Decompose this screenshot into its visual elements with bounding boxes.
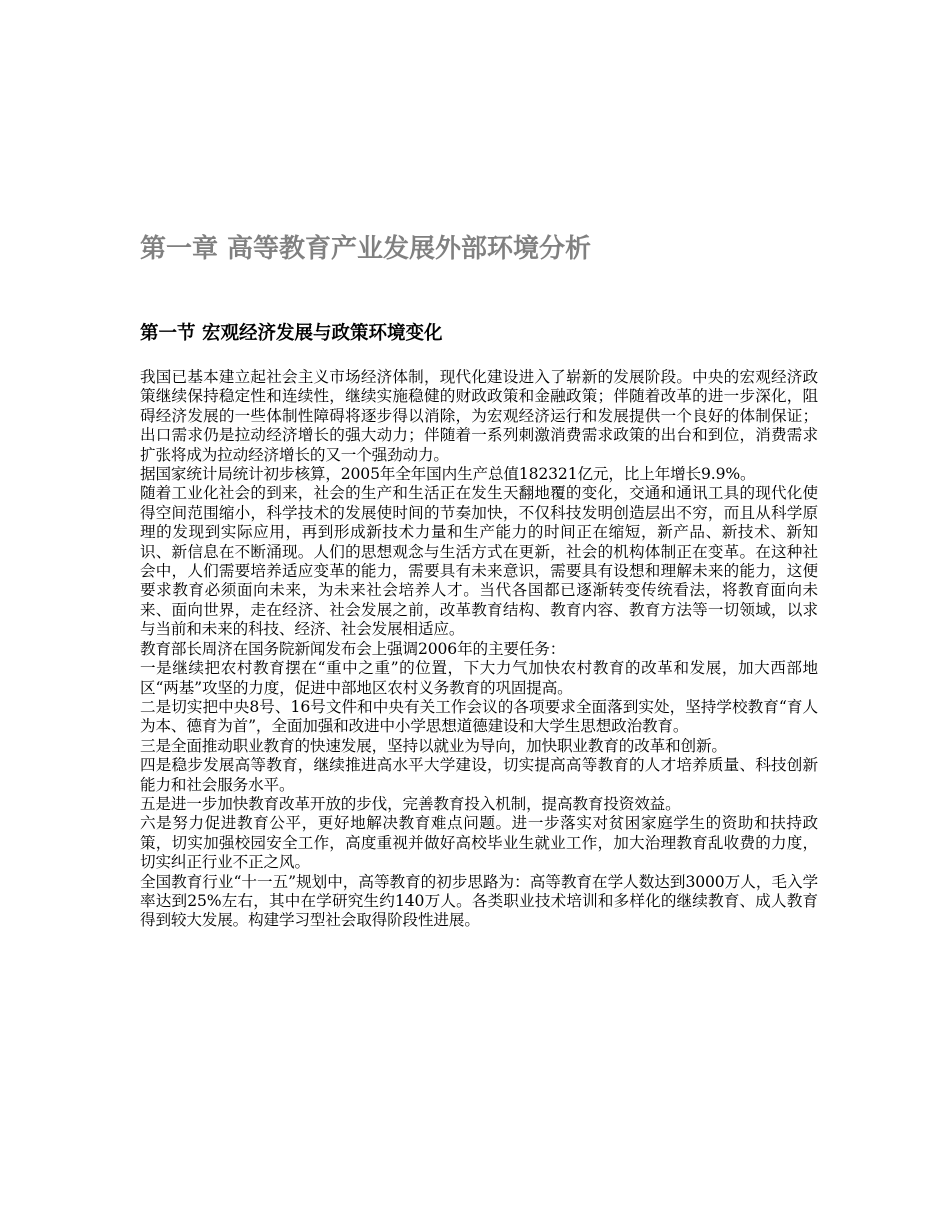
paragraph-task-four: 四是稳步发展高等教育，继续推进高水平大学建设，切实提高高等教育的人才培养质量、科技创新能力和社会服务水平。 xyxy=(140,756,818,794)
paragraph-task-one: 一是继续把农村教育摆在“重中之重”的位置，下大力气加快农村教育的改革和发展，加大西部地区“两基”攻坚的力度，促进中部地区农村义务教育的巩固提高。 xyxy=(140,659,818,697)
section-title: 第一节 宏观经济发展与政策环境变化 xyxy=(140,323,443,344)
paragraph-five-year-plan: 全国教育行业“十一五”规划中，高等教育的初步思路为：高等教育在学人数达到3000万人，毛入学率达到25%左右，其中在学研究生约140万人。各类职业技术培训和多样化的继续教育、成人教育得到较大发展。构建学习型社会取得阶段性进展。 xyxy=(140,872,818,930)
paragraph-minister-tasks-intro: 教育部长周济在国务院新闻发布会上强调2006年的主要任务： xyxy=(140,639,566,658)
paragraph-task-three: 三是全面推动职业教育的快速发展，坚持以就业为导向，加快职业教育的改革和创新。 xyxy=(140,736,727,755)
body-text xyxy=(140,368,818,931)
paragraph-gdp-2005: 据国家统计局统计初步核算，2005年全年国内生产总值182321亿元，比上年增长9.9%。 xyxy=(140,465,756,484)
paragraph-task-five: 五是进一步加快教育改革开放的步伐，完善教育投入机制，提高教育投资效益。 xyxy=(140,794,681,813)
paragraph-macro-economy: 我国已基本建立起社会主义市场经济体制，现代化建设进入了崭新的发展阶段。中央的宏观经济政策继续保持稳定性和连续性，继续实施稳健的财政政策和金融政策；伴随着改革的进一步深化，阻碍经济发展的一些体制性障碍将逐步得以消除，为宏观经济运行和发展提供一个良好的体制保证；出口需求仍是拉动经济增长的强大动力；伴随着一系列刺激消费需求政策的出台和到位，消费需求扩张将成为拉动经济增长的又一个强劲动力。 xyxy=(140,368,818,464)
chapter-title: 第一章 高等教育产业发展外部环境分析 xyxy=(140,234,592,264)
paragraph-task-six: 六是努力促进教育公平，更好地解决教育难点问题。进一步落实对贫困家庭学生的资助和扶持政策，切实加强校园安全工作，高度重视并做好高校毕业生就业工作，加大治理教育乱收费的力度，切实纠正行业不正之风。 xyxy=(140,814,818,872)
paragraph-industrial-society: 随着工业化社会的到来，社会的生产和生活正在发生天翻地覆的变化，交通和通讯工具的现代化使得空间范围缩小，科学技术的发展使时间的节奏加快，不仅科技发明创造层出不穷，而且从科学原理的发现到实际应用，再到形成新技术力量和生产能力的时间正在缩短，新产品、新技术、新知识、新信息在不断涌现。人们的思想观念与生活方式在更新，社会的机构体制正在变革。在这种社会中，人们需要培养适应变革的能力，需要具有未来意识，需要具有设想和理解未来的能力，这便要求教育必须面向未来，为未来社会培养人才。当代各国都已逐渐转变传统看法，将教育面向未来、面向世界，走在经济、社会发展之前，改革教育结构、教育内容、教育方法等一切领域，以求与当前和未来的科技、经济、社会发展相适应。 xyxy=(140,484,818,639)
paragraph-task-two: 二是切实把中央8号、16号文件和中央有关工作会议的各项要求全面落到实处，坚持学校教育“育人为本、德育为首”，全面加强和改进中小学思想道德建设和大学生思想政治教育。 xyxy=(140,697,818,736)
